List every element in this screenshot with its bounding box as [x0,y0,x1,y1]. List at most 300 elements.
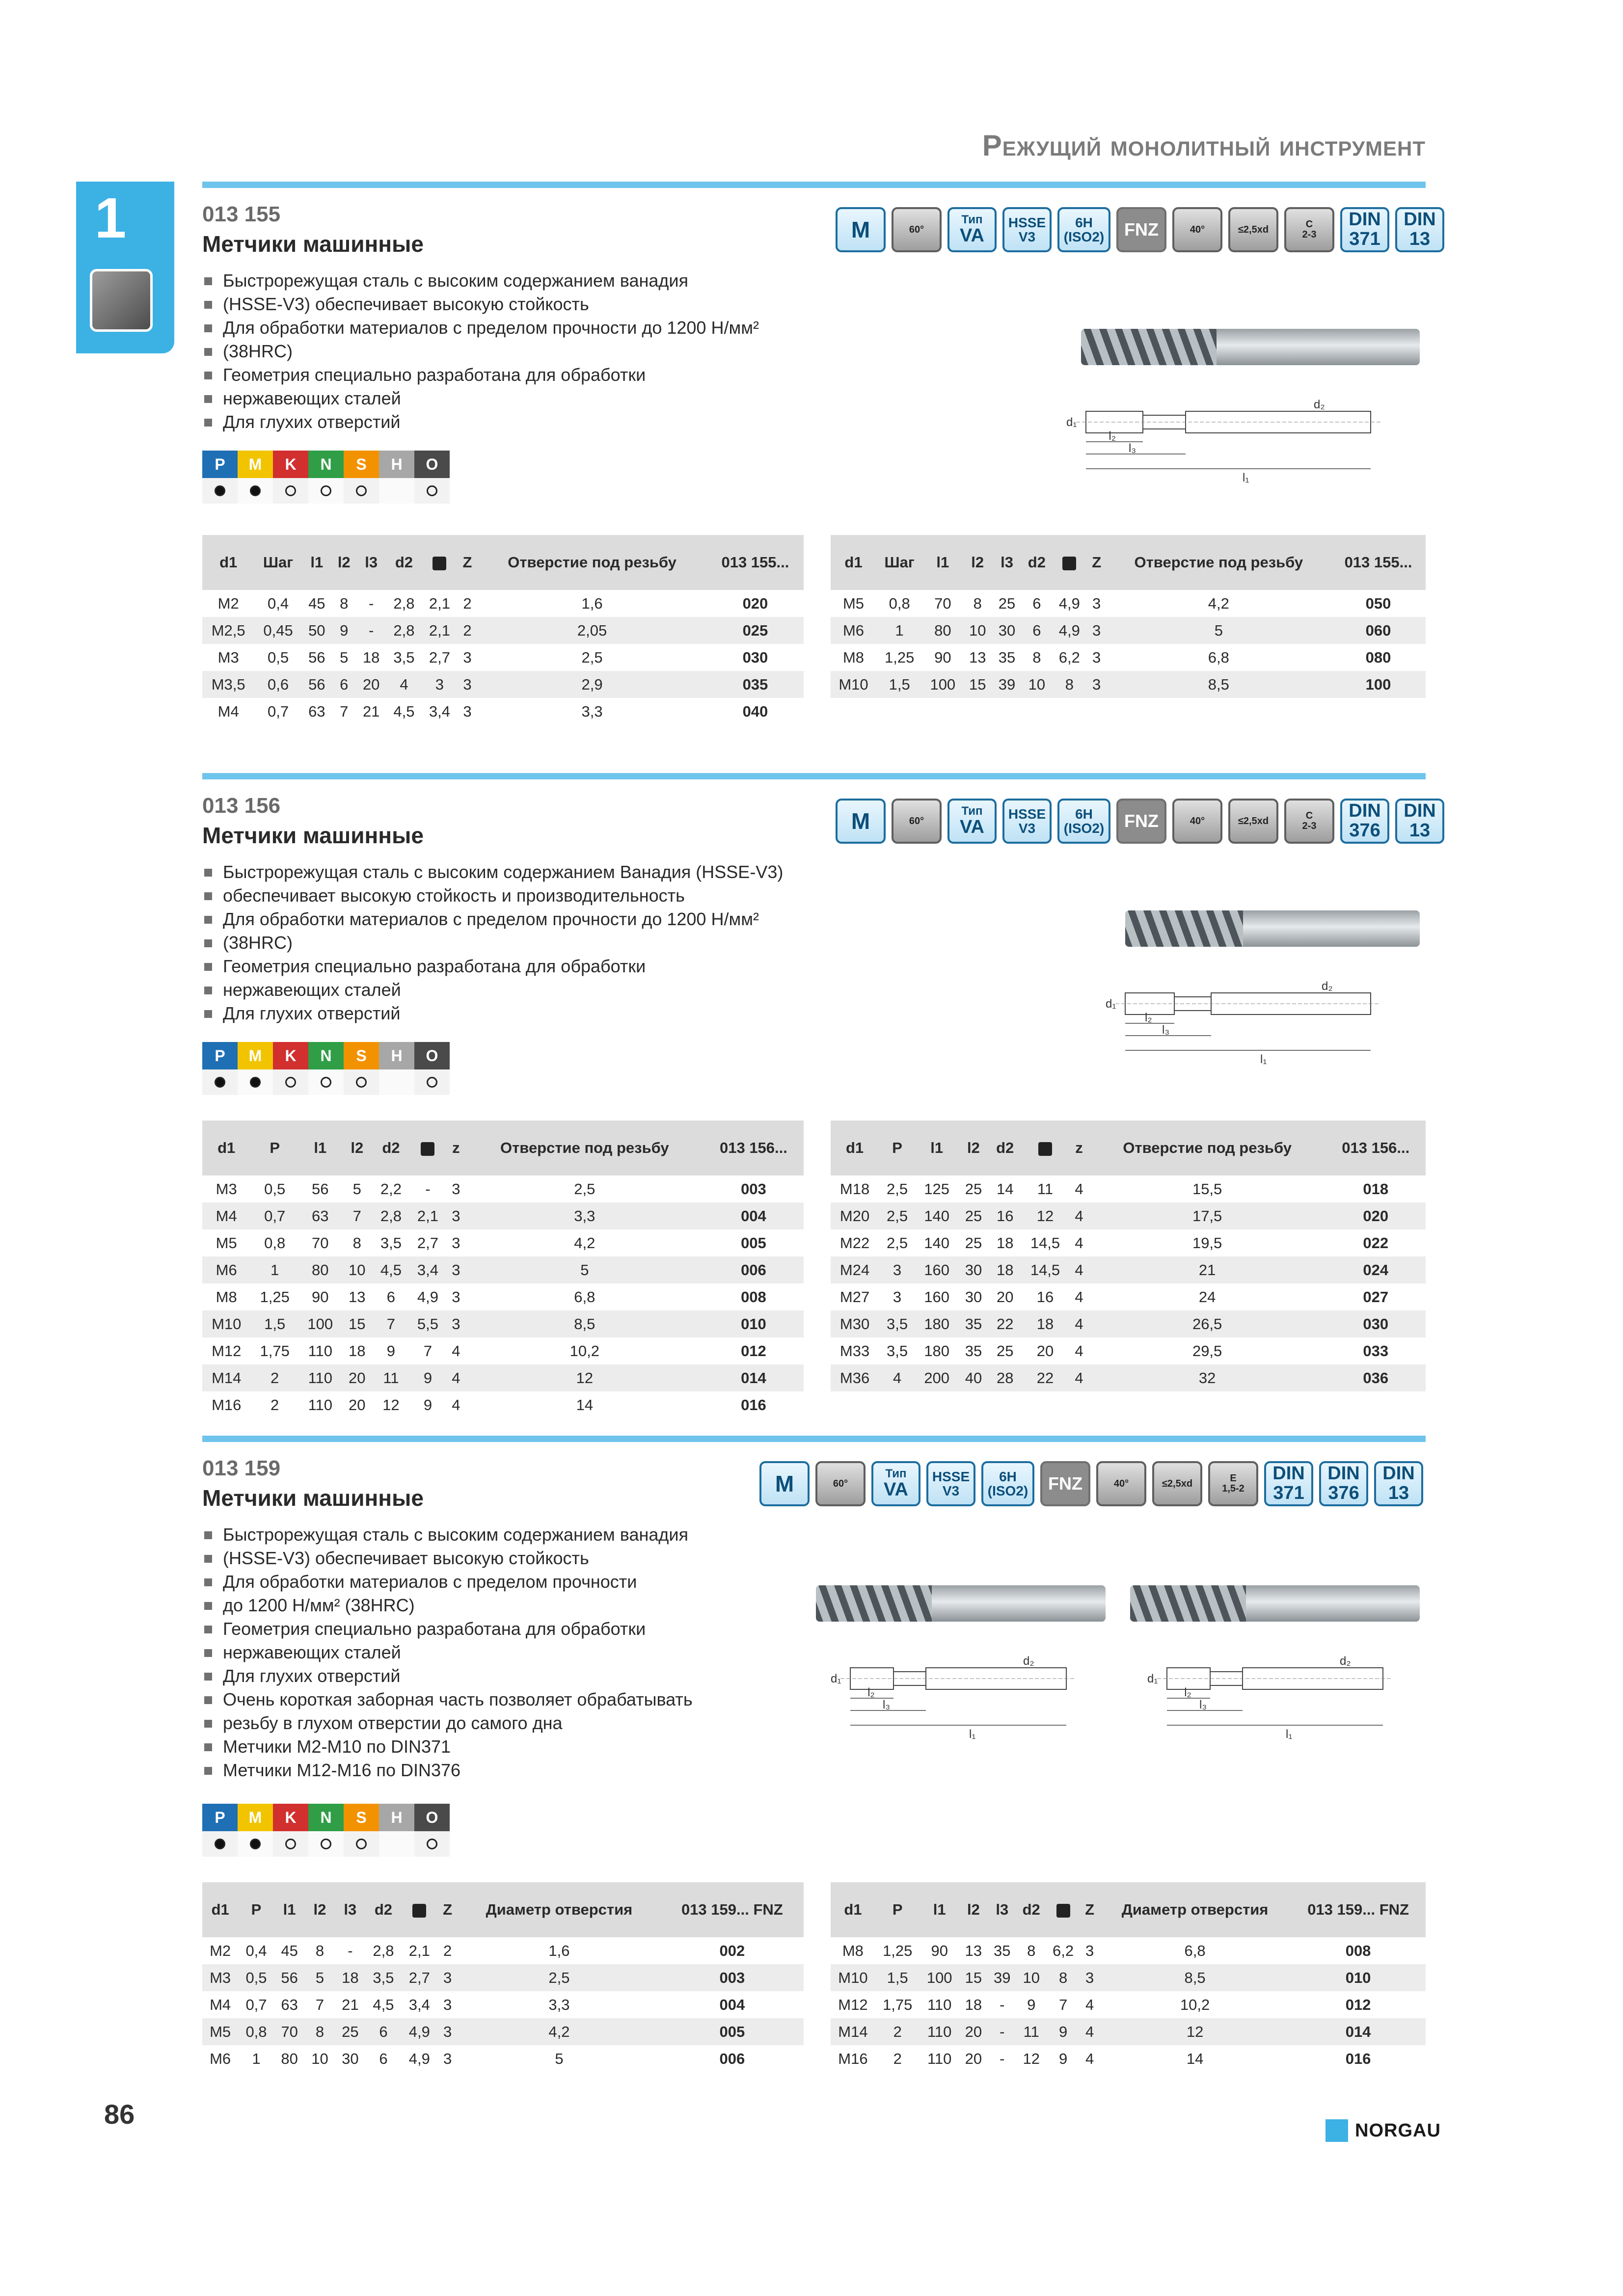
property-icons [836,799,1444,844]
table-row [831,1202,1426,1229]
table-cell: 20 [349,1396,366,1414]
table-cell: 28 [989,1364,1021,1391]
table-cell: 6 [379,2050,388,2067]
tap-technical-drawing [1061,388,1405,486]
table-cell: 8,5 [1099,1964,1291,1991]
table-cell: 11 [1016,2018,1046,2045]
material-group-s: S [344,1804,379,1831]
table-row [202,671,804,698]
column-header: 013 159... FNZ [1291,1882,1426,1937]
table-cell: 3 [893,1288,902,1306]
suitability-dot-icon [321,1077,331,1088]
tap-outline-drawing [1101,969,1405,1068]
table-cell: 0,4 [245,1942,267,1959]
table-cell: 200 [916,1364,958,1391]
table-row [831,1991,1426,2018]
din-top: DIN [1272,1463,1305,1484]
din-standard-icon [1340,207,1389,252]
din-standard-icon [1395,207,1444,252]
column-header: Z [1087,535,1107,590]
table-cell: M2 [217,594,239,612]
table-cell: 0,5 [238,1964,274,1991]
table-cell: 6,2 [1053,1942,1074,1959]
material-suitability-mark [344,478,379,504]
table-cell: 35 [994,1942,1011,1959]
table-cell: 3,5 [380,1234,402,1252]
table-cell: 8 [340,594,349,612]
table-cell: 18 [1021,1310,1069,1337]
table-cell: 15 [963,671,992,698]
table-cell: M4 [217,702,239,720]
table-cell: 8 [315,1942,325,1959]
tolerance-value: (ISO2) [1063,229,1105,244]
table-cell: 2,7 [402,1964,437,1991]
l3-label: l₃ [1162,1023,1170,1037]
table-cell: 4 [1069,1310,1089,1337]
helix-angle-label: 40° [1190,815,1205,827]
table-cell: 26,5 [1089,1310,1326,1337]
table-row [831,1964,1426,1991]
feature-item: Быстрорежущая сталь с высоким содержанием ванадия [202,1523,693,1547]
table-cell: 7 [315,1996,325,2013]
table-cell: - [348,1942,353,1959]
table-cell: 4,9 [1052,617,1087,644]
table-cell: 0,8 [238,2018,274,2045]
table-cell: M6 [210,2050,231,2067]
column-header: l2 [958,1121,989,1175]
material-suitability-mark [308,1831,344,1857]
material-group-k: K [273,1042,308,1069]
table-cell: 14,5 [1021,1256,1069,1283]
table-cell: 8 [305,2018,335,2045]
table-cell: 3 [443,2050,452,2067]
material-group-s: S [344,451,379,478]
table-cell: 6,8 [1184,1942,1206,1959]
table-cell: 3 [1087,617,1107,644]
column-header: l2 [342,1121,373,1175]
hole-depth-icon [1152,1461,1202,1506]
table-cell: 3 [1085,1942,1094,1959]
din-value: 13 [1388,1483,1409,1503]
table-cell: 3,3 [466,1202,703,1229]
material-suitability-mark [344,1831,379,1857]
table-row [831,1310,1426,1337]
column-header: Шаг [876,535,922,590]
column-header: d1 [831,1121,879,1175]
suitability-dot-icon [321,1839,331,1849]
table-cell: 22 [1021,1364,1069,1391]
table-cell: 110 [927,1996,952,2013]
table-cell: 3 [437,1964,458,1991]
tap-photo [1081,329,1420,365]
page-number: 86 [104,2099,135,2130]
table-header-row [831,535,1426,590]
table-cell: 4 [1075,1180,1083,1198]
table-cell: 15,5 [1192,1180,1222,1198]
article-code-cell: 022 [1363,1234,1389,1252]
suitability-dot-icon [356,1839,367,1849]
tool-type-icon [871,1461,920,1506]
table-cell: M6 [831,617,876,644]
table-cell: 8 [352,1234,361,1252]
d2-label: d₂ [1314,398,1325,411]
table-cell: 3 [446,1256,466,1283]
din-top: DIN [1382,1463,1415,1484]
table-cell: 100 [299,1310,342,1337]
material-suitability-mark [308,1069,344,1095]
table-cell: 110 [299,1364,342,1391]
table-cell: 4,2 [574,1234,595,1252]
tool-type-icon [947,207,997,252]
d2-label: d₂ [1322,980,1333,993]
table-cell: 50 [302,617,332,644]
table-row [202,1256,804,1283]
table-cell: 4,2 [1208,594,1229,612]
helix-angle-label: 40° [1113,1478,1129,1489]
product-code: 013 156 [202,794,281,818]
table-cell: 4 [452,1342,460,1360]
table-cell: 3,3 [581,702,603,720]
suitability-dot-icon [356,485,367,496]
table-cell: 1,5 [250,1310,298,1337]
feature-item: Для обработки материалов с пределом прочности до 1200 Н/мм² [202,908,783,931]
suitability-dot-icon [285,485,296,496]
table-cell: 2,5 [581,648,603,666]
table-cell: 35 [965,1342,982,1360]
table-cell: 2,7 [429,648,450,666]
table-cell: 3 [1087,671,1107,698]
table-cell: M16 [838,2050,868,2067]
table-cell: 1 [252,2050,261,2067]
din-standard-icon [1374,1461,1423,1506]
material-suitability-mark [379,1069,414,1095]
table-header-row [202,1882,804,1937]
table-cell: 2,1 [429,594,450,612]
table-cell: 9 [1046,2018,1080,2045]
section-divider [202,773,1426,779]
material-suitability-mark [273,1069,308,1095]
feature-item-continued: обеспечивает высокую стойкость и производительность [202,884,783,908]
table-cell: M2,5 [202,617,254,644]
tap-outline-drawing [1142,1652,1417,1741]
table-cell: 14,5 [1030,1234,1060,1252]
table-cell: 1,6 [548,1942,570,1959]
table-cell: 2 [893,2050,902,2067]
table-header-row [202,535,804,590]
tool-type-value: VA [884,1479,908,1500]
table-cell: 10 [1022,671,1052,698]
table-cell: 22 [989,1310,1021,1337]
table-cell: M3,5 [202,671,254,698]
hsse-value: V3 [1018,821,1036,836]
chamfer-form-value: 2-3 [1302,229,1317,240]
table-cell: 3 [452,1180,460,1198]
table-cell: 3 [422,671,457,698]
column-header: l3 [992,535,1022,590]
material-suitability-mark [202,1069,238,1095]
property-icons [759,1461,1423,1506]
table-cell: 10,2 [1180,1996,1210,2013]
table-cell: 15 [959,1964,988,1991]
table-header-row [202,1121,804,1175]
material-group-m: M [238,451,273,478]
feature-item: Геометрия специально разработана для обработки [202,1617,693,1641]
column-header: l2 [332,535,356,590]
table-cell: 30 [958,1256,989,1283]
table-cell: M24 [831,1256,879,1283]
table-cell: 20 [996,1288,1014,1306]
table-cell: 3 [1080,1964,1099,1991]
table-row [202,1964,804,1991]
table-cell: - [369,594,374,612]
feature-item-continued: нержавеющих сталей [202,978,783,1002]
article-code-cell: 035 [707,671,804,698]
table-cell: 2 [443,1942,452,1959]
table-cell: 14 [1186,2050,1204,2067]
table-cell: 3,5 [879,1310,916,1337]
column-header: d2 [1022,535,1052,590]
material-suitability-mark [379,1831,414,1857]
table-cell: 25 [998,594,1016,612]
table-cell: 25 [335,2018,365,2045]
table-cell: 13 [349,1288,366,1306]
table-cell: 20 [965,2050,982,2067]
table-row [202,1364,804,1391]
column-header: 013 155... [1331,535,1426,590]
table-cell: 2,05 [477,617,707,644]
table-cell: 18 [965,1996,982,2013]
material-suitability-grid [202,1042,450,1095]
column-header: P [879,1121,916,1175]
din-value: 376 [1349,820,1380,841]
article-code-cell: 003 [661,1964,804,1991]
table-cell: 2,2 [380,1180,402,1198]
table-cell: 6 [386,1288,396,1306]
table-cell: 7 [373,1310,409,1337]
material-group-o: O [414,1804,450,1831]
tap-outline-drawing [826,1652,1101,1741]
square-shank-icon [1056,1904,1070,1918]
table-cell: 8 [1046,1964,1080,1991]
brand-name: NORGAU [1355,2120,1441,2141]
table-cell: 8 [1027,1942,1036,1959]
column-header [1021,1121,1069,1175]
table-cell: 11 [1037,1180,1054,1198]
feature-item-continued: нержавеющих сталей [202,387,759,410]
table-cell: 9 [1058,2050,1068,2067]
l2-label: l₂ [1184,1686,1191,1699]
table-cell: M6 [202,1256,250,1283]
feature-list [202,1523,693,1782]
table-cell: 4 [386,671,422,698]
din-standard-icon [1340,799,1389,844]
column-header: d2 [373,1121,409,1175]
chamfer-form-icon [1208,1461,1258,1506]
table-cell: M10 [202,1310,250,1337]
table-cell: 4 [1075,1288,1083,1306]
suitability-dot-icon [215,485,225,496]
table-row [202,590,804,617]
column-header: Отверстие под резьбу [477,535,707,590]
table-cell: 10 [1016,1964,1046,1991]
table-cell: 90 [934,648,951,666]
din-standard-icon [1264,1461,1313,1506]
table-cell: 3 [437,2018,458,2045]
suitability-dot-icon [250,485,261,496]
table-cell: 80 [922,617,963,644]
fnz-icon: FNZ [1116,799,1166,844]
helix-angle-icon [1172,207,1222,252]
din-value: 13 [1409,820,1431,841]
table-row [831,617,1426,644]
table-cell: 110 [308,1342,332,1360]
table-row [202,1229,804,1256]
table-cell: 39 [992,671,1022,698]
table-cell: 110 [920,2018,959,2045]
article-code-cell: 008 [1345,1942,1371,1959]
table-header-row [831,1121,1426,1175]
chamfer-form-value: 1,5-2 [1222,1483,1244,1494]
table-cell: 100 [922,671,963,698]
table-cell: 5 [340,648,349,666]
article-code-cell: 025 [707,617,804,644]
suitability-dot-icon [427,485,437,496]
brand-logo [1325,2119,1441,2142]
article-code-cell: 033 [1363,1342,1389,1360]
table-cell: 14 [996,1180,1014,1198]
table-row [202,1283,804,1310]
column-header: 013 155... [707,535,804,590]
column-header: l3 [356,535,386,590]
table-cell: 180 [916,1310,958,1337]
article-code-cell: 010 [1291,1964,1426,1991]
table-cell: 25 [965,1234,982,1252]
column-header: Z [1080,1882,1099,1937]
table-cell: 0,7 [245,1996,267,2013]
table-cell: 1,25 [260,1288,290,1306]
column-header: l2 [959,1882,988,1937]
table-cell: 18 [989,1256,1021,1283]
table-cell: M4 [202,1202,250,1229]
table-cell: 4 [446,1364,466,1391]
chapter-number: 1 [94,186,127,250]
table-cell: 2,1 [408,1942,430,1959]
feature-item: Быстрорежущая сталь с высоким содержанием ванадия [202,269,759,293]
chamfer-form-top: C [1305,810,1313,821]
column-header: l1 [920,1882,959,1937]
thread-angle-label: 60° [833,1478,848,1489]
material-hsse-icon [926,1461,975,1506]
table-cell: 18 [335,1964,365,1991]
suitability-dot-icon [427,1077,437,1088]
column-header: Шаг [254,535,301,590]
page-header-title: Режущий монолитный инструмент [982,129,1426,162]
table-cell: 3 [458,671,478,698]
table-cell: 110 [308,1396,332,1414]
table-row [202,644,804,671]
l3-label: l₃ [1199,1698,1207,1711]
suitability-dot-icon [215,1077,225,1088]
table-cell: 56 [308,648,325,666]
article-code-cell: 002 [719,1942,745,1959]
table-cell: M20 [831,1202,879,1229]
column-header: Z [458,535,478,590]
din-value: 371 [1349,229,1380,249]
table-cell: 8,5 [466,1310,703,1337]
table-row [202,2045,804,2072]
table-cell: M8 [842,1942,864,1959]
table-cell: 0,8 [264,1234,286,1252]
table-row [831,1175,1426,1202]
table-cell: 30 [965,1288,982,1306]
table-cell: 21 [1089,1256,1326,1283]
tolerance-icon [1057,207,1110,252]
article-code-cell: 030 [1325,1310,1426,1337]
d1-label: d₁ [1066,416,1077,429]
dimensions-table-left [202,535,804,725]
table-cell: 40 [958,1364,989,1391]
table-cell: M18 [839,1180,870,1198]
table-cell: 2,5 [886,1180,908,1198]
table-cell: 4,5 [373,1996,394,2013]
suitability-dot-icon [250,1077,261,1088]
table-cell: 18 [349,1342,366,1360]
material-suitability-mark [414,478,450,504]
article-code-cell: 060 [1331,617,1426,644]
feature-item: Метчики M2-M10 по DIN371 [202,1735,693,1759]
table-cell: - [356,617,386,644]
table-cell: 3,5 [886,1342,908,1360]
metric-thread-icon: M [759,1461,810,1506]
product-title: Метчики машинные [202,231,424,257]
article-code-cell: 020 [742,594,768,612]
column-header [1046,1882,1080,1937]
column-header: Диаметр отверстия [1099,1882,1291,1937]
table-cell: 4,5 [393,702,415,720]
suitability-dot-icon [321,485,331,496]
table-cell: 3,4 [429,702,450,720]
square-shank-icon [433,557,446,570]
table-cell: 2,5 [879,1202,916,1229]
column-header: l1 [916,1121,958,1175]
table-cell: 63 [308,702,325,720]
table-cell: 80 [299,1256,342,1283]
column-header: l3 [335,1882,365,1937]
material-group-h: H [379,1804,414,1831]
table-cell: 2,5 [886,1234,908,1252]
metric-thread-icon: M [836,799,886,844]
table-cell: 45 [308,594,325,612]
table-cell: M27 [839,1288,870,1306]
column-header: l1 [922,535,963,590]
table-cell: 56 [312,1180,329,1198]
table-cell: 3,3 [548,1996,570,2013]
column-header: d1 [831,1882,875,1937]
article-code-cell: 004 [703,1202,804,1229]
table-cell: 1,25 [883,1942,913,1959]
column-header [402,1882,437,1937]
table-cell: 10 [311,2050,328,2067]
table-cell: 21 [342,1996,359,2013]
feature-item: Геометрия специально разработана для обработки [202,363,759,387]
table-cell: M16 [212,1396,242,1414]
helix-angle-icon [1172,799,1222,844]
table-cell: 90 [312,1288,329,1306]
table-cell: 32 [1089,1364,1326,1391]
tap-technical-drawing [1101,969,1405,1068]
table-row [831,1364,1426,1391]
table-cell: 8,5 [1107,671,1331,698]
